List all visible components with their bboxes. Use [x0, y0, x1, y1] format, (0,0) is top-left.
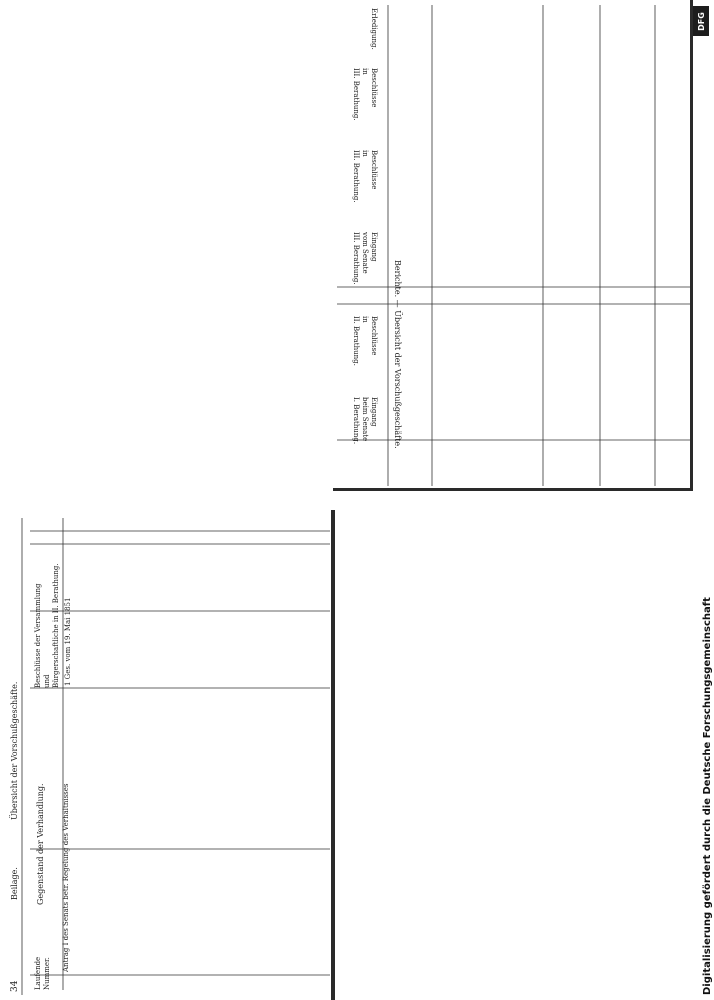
- left-col-header-lfd: Laufende Nummer.: [34, 956, 51, 990]
- left-first-entry-subject: Antrag I des Senats betr. Regelung des Verhältnisses: [62, 783, 70, 972]
- right-col-header-erledigung: Erledigung.: [370, 8, 378, 50]
- right-running-head: Berichte. — Übersicht der Vorschußgeschäfte.: [393, 260, 402, 449]
- right-col-header-iii-berathung: Beschlüsse in III. Berathung.: [352, 150, 378, 203]
- gutter-left: [331, 510, 335, 1000]
- right-col-header-iii-schluss: Beschlüsse in III. Berathung.: [352, 68, 378, 121]
- right-col-header-received-2: Eingang vom Senate III. Berathung.: [352, 232, 378, 285]
- left-col-header-decisions: Beschlüsse der Versammlung und Bürgerschaftliche in II. Berathung.: [34, 563, 60, 688]
- left-page-number: 34: [10, 980, 20, 992]
- left-running-head-right: Übersicht der Vorschußgeschäfte.: [10, 681, 19, 820]
- left-first-entry-ref: 1 Ges. vom 19. Mai 1851: [64, 597, 72, 686]
- right-col-header-ii-berathung: Beschlüsse in II. Berathung.: [352, 316, 378, 366]
- left-running-head-left: Beilage.: [10, 867, 19, 900]
- dfg-logo-icon: DFG: [693, 6, 709, 36]
- right-edge: [690, 0, 693, 490]
- gutter-top: [333, 488, 693, 491]
- right-col-header-received-1: Eingang beim Senate I. Berathung.: [352, 397, 378, 445]
- left-col-header-subject: Gegenstand der Verhandlung.: [36, 783, 45, 905]
- digitization-credit: Digitalisierung gefördert durch die Deutsche Forschungsgemeinschaft: [702, 597, 713, 995]
